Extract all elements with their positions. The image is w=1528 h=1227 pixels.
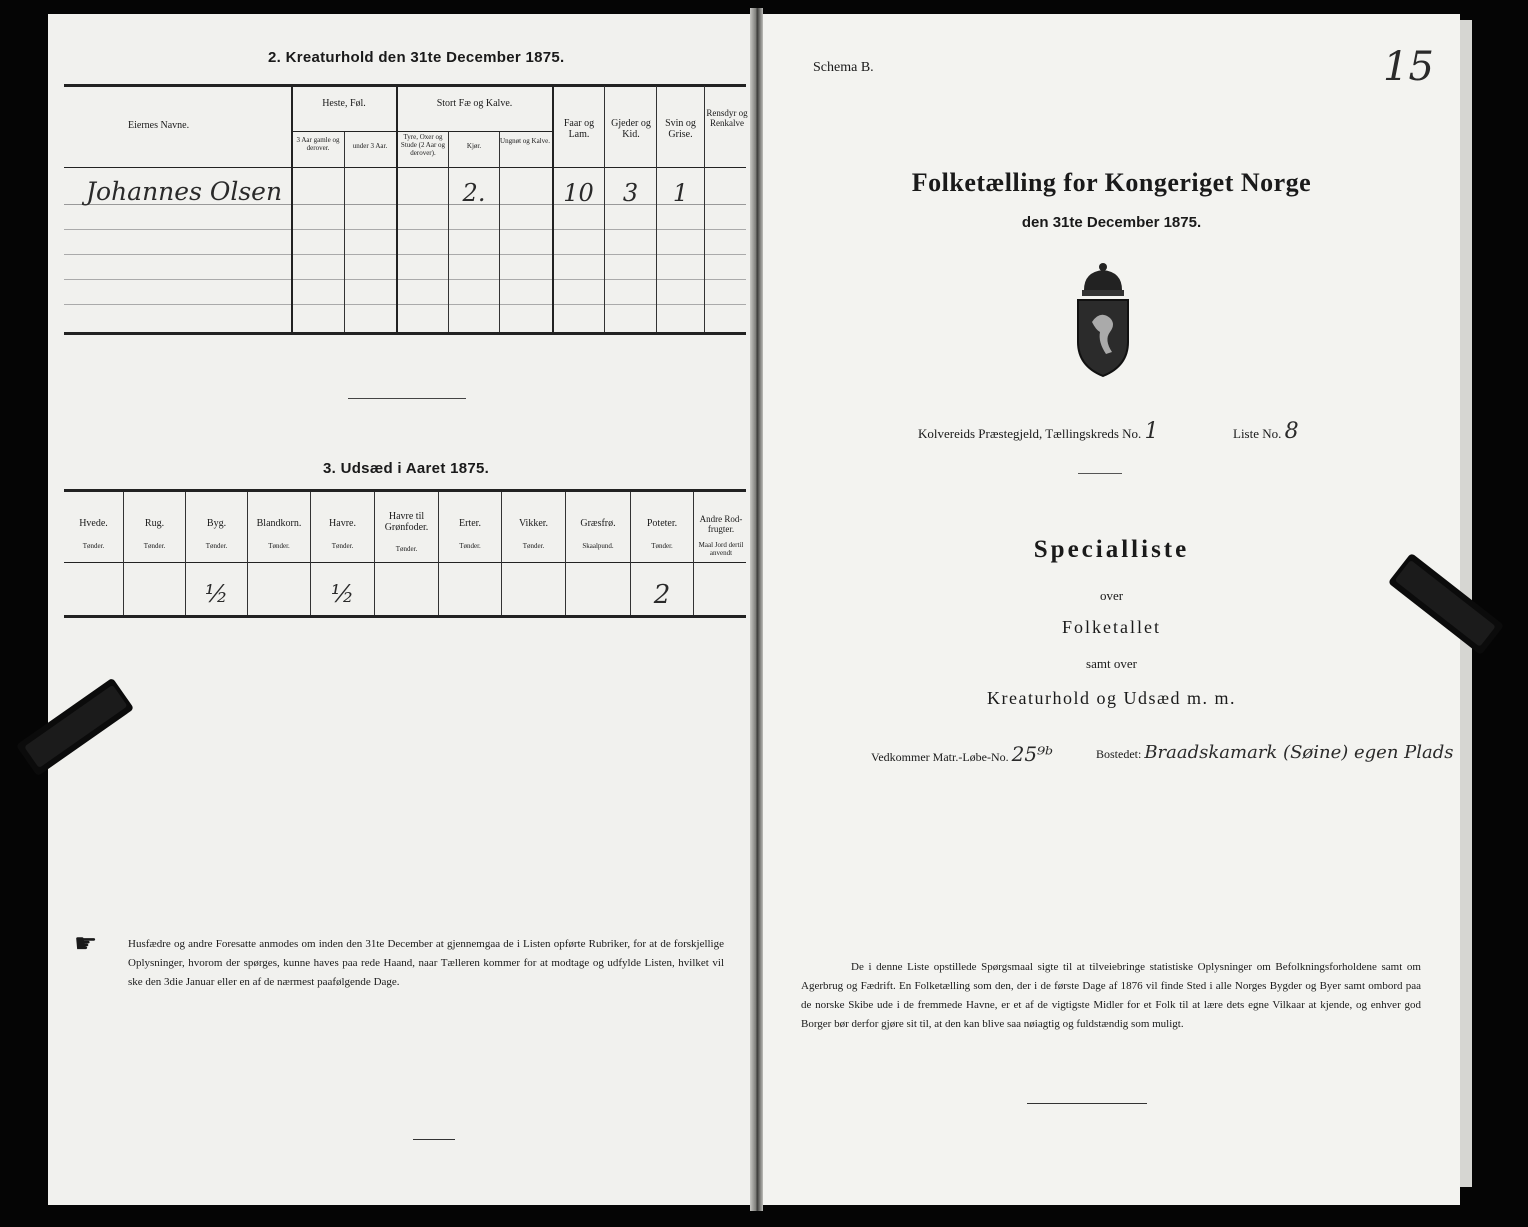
gjeder-cell: 3	[622, 179, 639, 207]
over-text: over	[1099, 588, 1124, 603]
heste-under3-header: under 3 Aar.	[352, 142, 388, 150]
kreds-label: Tællingskreds No.	[1045, 426, 1142, 441]
tyre-header: Tyre, Oxer og Stude (2 Aar og derover).	[400, 133, 446, 157]
vikker-header: Vikker.	[518, 518, 549, 529]
graesfro-header: Græsfrø.	[580, 518, 616, 529]
bosted-label: Bostedet:	[1096, 747, 1142, 761]
havre-cell: ½	[330, 580, 355, 608]
kjor-cell: 2.	[462, 179, 486, 207]
owner-name-cell: Johannes Olsen	[86, 177, 283, 206]
specialliste-heading: Specialliste	[1033, 536, 1190, 563]
table2-bottom-rule	[64, 332, 746, 335]
stort-fae-header: Stort Fæ og Kalve.	[436, 98, 513, 109]
kjor-header: Kjør.	[466, 142, 482, 150]
liste-label: Liste No.	[1233, 426, 1282, 441]
gjeder-header: Gjeder og Kid.	[611, 118, 651, 140]
svin-cell: 1	[672, 179, 689, 207]
andre-rodfrugter-header: Andre Rod-frugter.	[699, 514, 743, 534]
poteter-cell: 2	[653, 580, 671, 610]
liste-value: 8	[1284, 419, 1299, 444]
prestegjeld: Kolvereids Præstegjeld,	[918, 426, 1043, 441]
location-line	[918, 419, 1159, 444]
left-page: 2. Kreaturhold den 31te December 1875. Eiernes Navne. Heste, Føl. 3 Aar gamle og derover. under 3 Aar. Stort Fæ og Kalve. Tyre, Oxer og Stude (2 Aar og derover). Kjør. Ungnøt og Kalve. Faar og Lam. Gjeder og Kid. Svin og Grise. Rensdyr og Renkalve Johannes Olsen 2. 10 3 1 3. Udsæd i Aaret 1875. Hvede. Tønder. Rug. Tønder. Byg. Tønder. Blandkorn. Tønder. Havre. Tønder. Havre til Grønfoder. Tønder. Erter. Tønder. Vikker. Tønder. Græsfrø. Skaalpund. Poteter. Tønder. Andre Rod-frugter. Maal Jord dertil anvendt ½ ½ 2 ☛ Husfædre og andre Foresatte anmodes om inden den 31te December at gjennemgaa de i Listen opførte Rubriker, for at de forskjellige Oplysninger, hvorom der spørges, kunne haves paa rede Haand, naar Tælleren kommer for at modtage og udfylde Listen, hvilket vil ske den 3die Januar eller en af de nærmest paafølgende Dage.	[48, 14, 750, 1205]
kreds-value: 1	[1144, 419, 1159, 444]
table2-top-rule	[64, 84, 746, 87]
rensdyr-header: Rensdyr og Renkalve	[706, 108, 748, 128]
samt-over: samt over	[1086, 656, 1137, 671]
liste-line	[1233, 419, 1299, 444]
footer-rule	[1027, 1103, 1147, 1104]
section3-title: 3. Udsæd i Aaret 1875.	[323, 460, 490, 477]
book-spine	[750, 8, 763, 1211]
byg-header: Byg.	[206, 518, 227, 529]
havre-gronfoder-header: Havre til Grønfoder.	[384, 511, 429, 533]
schema-label: Schema B.	[813, 60, 874, 75]
svin-header: Svin og Grise.	[665, 118, 696, 140]
footer-text: De i denne Liste opstillede Spørgsmaal sigte til at tilveiebringe statistiske Oplysninger om Befolkningsforholdene samt om Agerbrug og Fædrift. En Folketælling som den, der i de første Dage af 1876 vil finde Sted i alle Norges Bygder og Byer samt ombord paa de norske Skibe ude i de fremmede Havne, er et af de vigtigste Midler for et Folk til at lære dets egne Vilkaar at kjende, og enhver god Borger bør derfor gjøre sit til, at den kan blive saa nøiagtig og fuldstændig som muligt.	[801, 961, 1421, 1030]
subtitle: Kreaturhold og Udsæd m. m.	[987, 688, 1236, 708]
separator	[348, 398, 466, 399]
coat-of-arms-icon	[1070, 262, 1136, 382]
bosted-value: Braadskamark (Søine) egen Plads	[1144, 742, 1454, 763]
right-page	[763, 14, 1460, 1205]
main-title: Folketælling for Kongeriget Norge	[911, 168, 1312, 197]
matr-value: 25⁹ᵇ	[1011, 742, 1054, 766]
section2-title: 2. Kreaturhold den 31te December 1875.	[268, 49, 565, 66]
rug-header: Rug.	[144, 518, 165, 529]
byg-cell: ½	[204, 580, 229, 608]
hvede-header: Hvede.	[79, 518, 108, 529]
matr-label: Vedkommer Matr.-Løbe-No.	[871, 750, 1009, 764]
faar-cell: 10	[563, 179, 594, 207]
heste-3aar-header: 3 Aar gamle og derover.	[296, 136, 340, 152]
notice-text: Husfædre og andre Foresatte anmodes om inden den 31te December at gjennemgaa de i Listen opførte Rubriker, for at de forskjellige Oplysninger, hvorom der spørges, kunne haves paa rede Haand, naar Tælleren kommer for at modtage og udfylde Listen, hvilket vil ske den 3die Januar eller en af de nærmest paafølgende Dage.	[128, 938, 724, 988]
havre-header: Havre.	[329, 518, 356, 529]
heste-header: Heste, Føl.	[322, 98, 366, 109]
folketallet: Folketallet	[1062, 617, 1161, 637]
faar-header: Faar og Lam.	[563, 118, 595, 140]
page-number: 15	[1383, 44, 1434, 90]
bosted-line	[1096, 742, 1456, 763]
bottom-dash	[413, 1139, 455, 1140]
blandkorn-header: Blandkorn.	[256, 518, 302, 529]
ungnot-header: Ungnøt og Kalve.	[500, 137, 550, 145]
erter-header: Erter.	[459, 518, 481, 529]
census-date: den 31te December 1875.	[1021, 214, 1202, 231]
matr-line	[871, 742, 1053, 766]
pointing-hand-icon: ☛	[74, 929, 98, 958]
owner-name-header: Eiernes Navne.	[128, 120, 190, 131]
poteter-header: Poteter.	[646, 518, 678, 529]
